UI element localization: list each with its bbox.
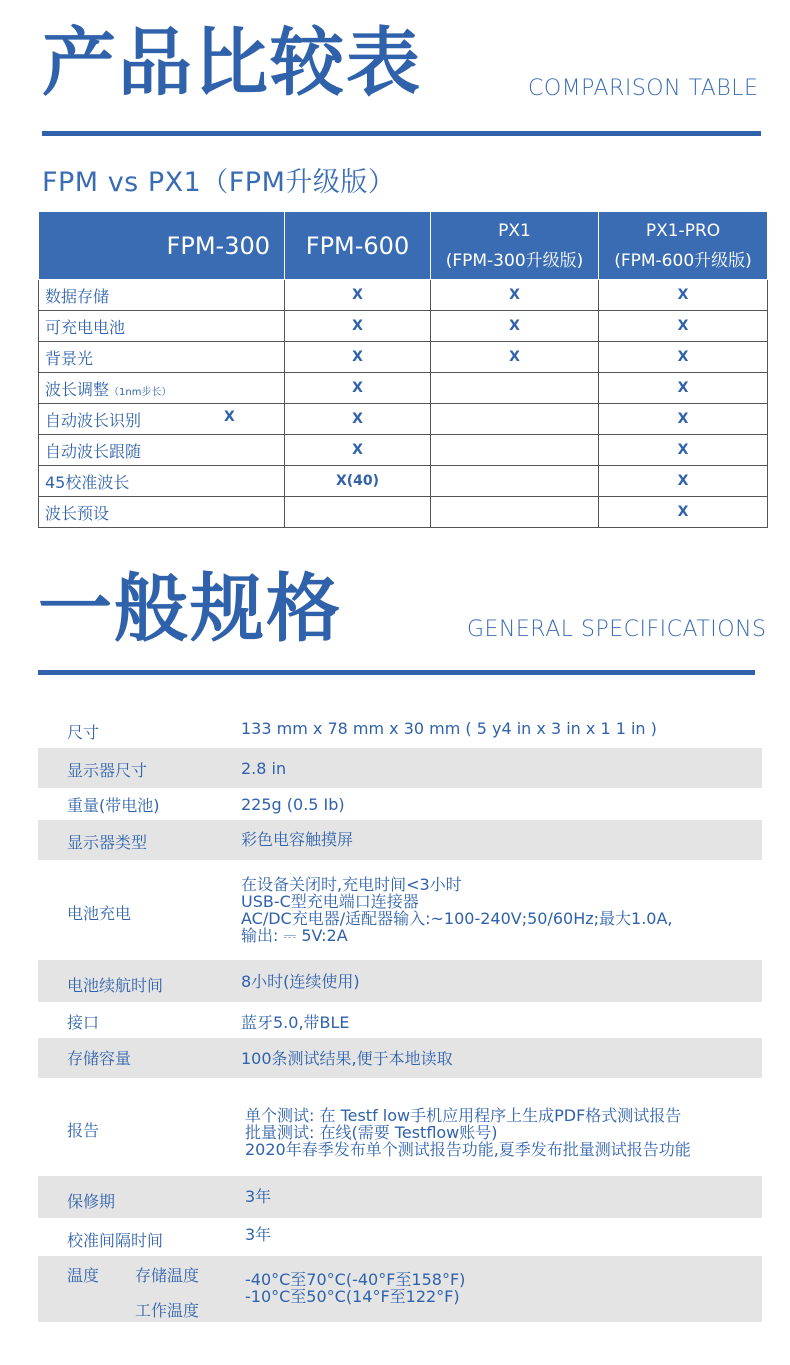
comparison-subtitle: FPM vs PX1（FPM升级版）	[42, 167, 396, 198]
table-row	[39, 342, 768, 373]
px1pro-cell: X	[599, 342, 768, 373]
spec-row-display-size	[38, 748, 762, 788]
spec-row-battery-life	[38, 960, 762, 1002]
px1pro-cell: X	[599, 466, 768, 497]
header-fpm-600: FPM-600	[285, 212, 431, 280]
spec-value-multiline: 在设备关闭时,充电时间<3小时 USB-C型充电端口连接器 AC/DC充电器/适配器输入:~100-240V;50/60Hz;最大1.0A, 输出: ⎓ 5V:2A	[241, 875, 673, 945]
feature-cell: 45校准波长	[39, 466, 285, 497]
px1pro-cell: X	[599, 280, 768, 311]
table-row	[39, 280, 768, 311]
table-header-row	[39, 212, 768, 280]
spec-label: 报告	[67, 1121, 100, 1140]
specs-title: 一般规格	[38, 566, 342, 652]
spec-row-temperature	[38, 1256, 762, 1322]
spec-value: 2.8 in	[241, 759, 287, 778]
px1pro-cell: X	[599, 404, 768, 435]
spec-value: 8小时(连续使用)	[241, 972, 360, 991]
specs-divider	[38, 670, 755, 675]
storage-temp-label: 存储温度	[135, 1266, 200, 1285]
fpm600-cell	[285, 497, 431, 528]
table-row	[39, 404, 768, 435]
spec-row-charging	[38, 860, 762, 960]
table-row	[39, 466, 768, 497]
px1-cell	[431, 404, 599, 435]
spec-value: 133 mm x 78 mm x 30 mm ( 5 y4 in x 3 in x 1 1 in )	[241, 719, 657, 738]
px1-cell: X	[431, 311, 599, 342]
fpm600-cell: X	[285, 280, 431, 311]
fpm300-mark: X	[224, 409, 235, 425]
px1pro-cell: X	[599, 311, 768, 342]
comparison-table	[38, 211, 768, 528]
comparison-title-en: COMPARISON TABLE	[528, 76, 759, 101]
fpm600-cell: X	[285, 404, 431, 435]
header-px1: PX1 (FPM-300升级版)	[431, 212, 599, 280]
operating-temp-label: 工作温度	[135, 1301, 200, 1320]
spec-value: 蓝牙5.0,带BLE	[241, 1013, 350, 1032]
feature-cell: 波长调整（1nm步长）	[39, 373, 285, 404]
comparison-title: 产品比较表	[42, 20, 422, 106]
table-row	[39, 311, 768, 342]
title-divider	[42, 131, 761, 136]
spec-row-warranty	[38, 1176, 762, 1218]
spec-value: 3年	[245, 1225, 272, 1244]
px1pro-cell: X	[599, 373, 768, 404]
spec-row-calibration	[38, 1218, 762, 1256]
spec-label: 温度	[67, 1266, 100, 1285]
specs-title-en: GENERAL SPECIFICATIONS	[467, 617, 767, 642]
spec-value: 3年	[245, 1187, 272, 1206]
fpm600-cell: X	[285, 373, 431, 404]
spec-label: 校准间隔时间	[67, 1231, 164, 1250]
spec-row-size	[38, 710, 762, 748]
spec-label: 保修期	[67, 1192, 116, 1211]
feature-cell: 可充电电池	[39, 311, 285, 342]
px1-cell: X	[431, 280, 599, 311]
spec-row-weight	[38, 788, 762, 820]
px1-cell	[431, 466, 599, 497]
header-fpm-300: FPM-300	[39, 212, 285, 280]
feature-cell: 波长预设	[39, 497, 285, 528]
spec-label: 尺寸	[67, 723, 100, 742]
spec-label: 显示器尺寸	[67, 761, 148, 780]
spec-label: 接口	[67, 1013, 100, 1032]
header-px1-pro: PX1-PRO (FPM-600升级版)	[599, 212, 768, 280]
spec-row-interface	[38, 1002, 762, 1038]
px1-cell	[431, 373, 599, 404]
fpm600-cell: X(40)	[285, 466, 431, 497]
spec-row-report	[38, 1078, 762, 1176]
spec-value: 彩色电容触摸屏	[241, 830, 354, 849]
spec-value: 225g (0.5 Ib)	[241, 795, 345, 814]
feature-note: （1nm步长）	[109, 386, 172, 398]
px1-cell	[431, 497, 599, 528]
spec-row-display-type	[38, 820, 762, 860]
feature-cell: 自动波长跟随	[39, 435, 285, 466]
spec-label: 存储容量	[67, 1049, 132, 1068]
spec-label: 重量(带电池)	[67, 796, 160, 815]
spec-label: 电池续航时间	[67, 976, 164, 995]
fpm600-cell: X	[285, 311, 431, 342]
px1-cell: X	[431, 342, 599, 373]
spec-value: 100条测试结果,便于本地读取	[241, 1049, 453, 1068]
table-row	[39, 497, 768, 528]
spec-value-multiline: 单个测试: 在 Testf low手机应用程序上生成PDF格式测试报告 批量测试: 在线(需要 Testflow账号) 2020年春季发布单个测试报告功能,夏季发布批量测试报告功能	[245, 1106, 691, 1159]
px1-cell	[431, 435, 599, 466]
px1pro-cell: X	[599, 497, 768, 528]
feature-cell: 自动波长识别 X	[39, 404, 285, 435]
table-row	[39, 373, 768, 404]
fpm600-cell: X	[285, 435, 431, 466]
fpm600-cell: X	[285, 342, 431, 373]
spec-value-multiline: -40°C至70°C(-40°F至158°F) -10°C至50°C(14°F至122°F)	[245, 1270, 466, 1306]
spec-row-storage	[38, 1038, 762, 1078]
px1pro-cell: X	[599, 435, 768, 466]
spec-label: 电池充电	[67, 904, 132, 923]
spec-label: 显示器类型	[67, 833, 148, 852]
table-row	[39, 435, 768, 466]
feature-cell: 数据存储	[39, 280, 285, 311]
feature-cell: 背景光	[39, 342, 285, 373]
